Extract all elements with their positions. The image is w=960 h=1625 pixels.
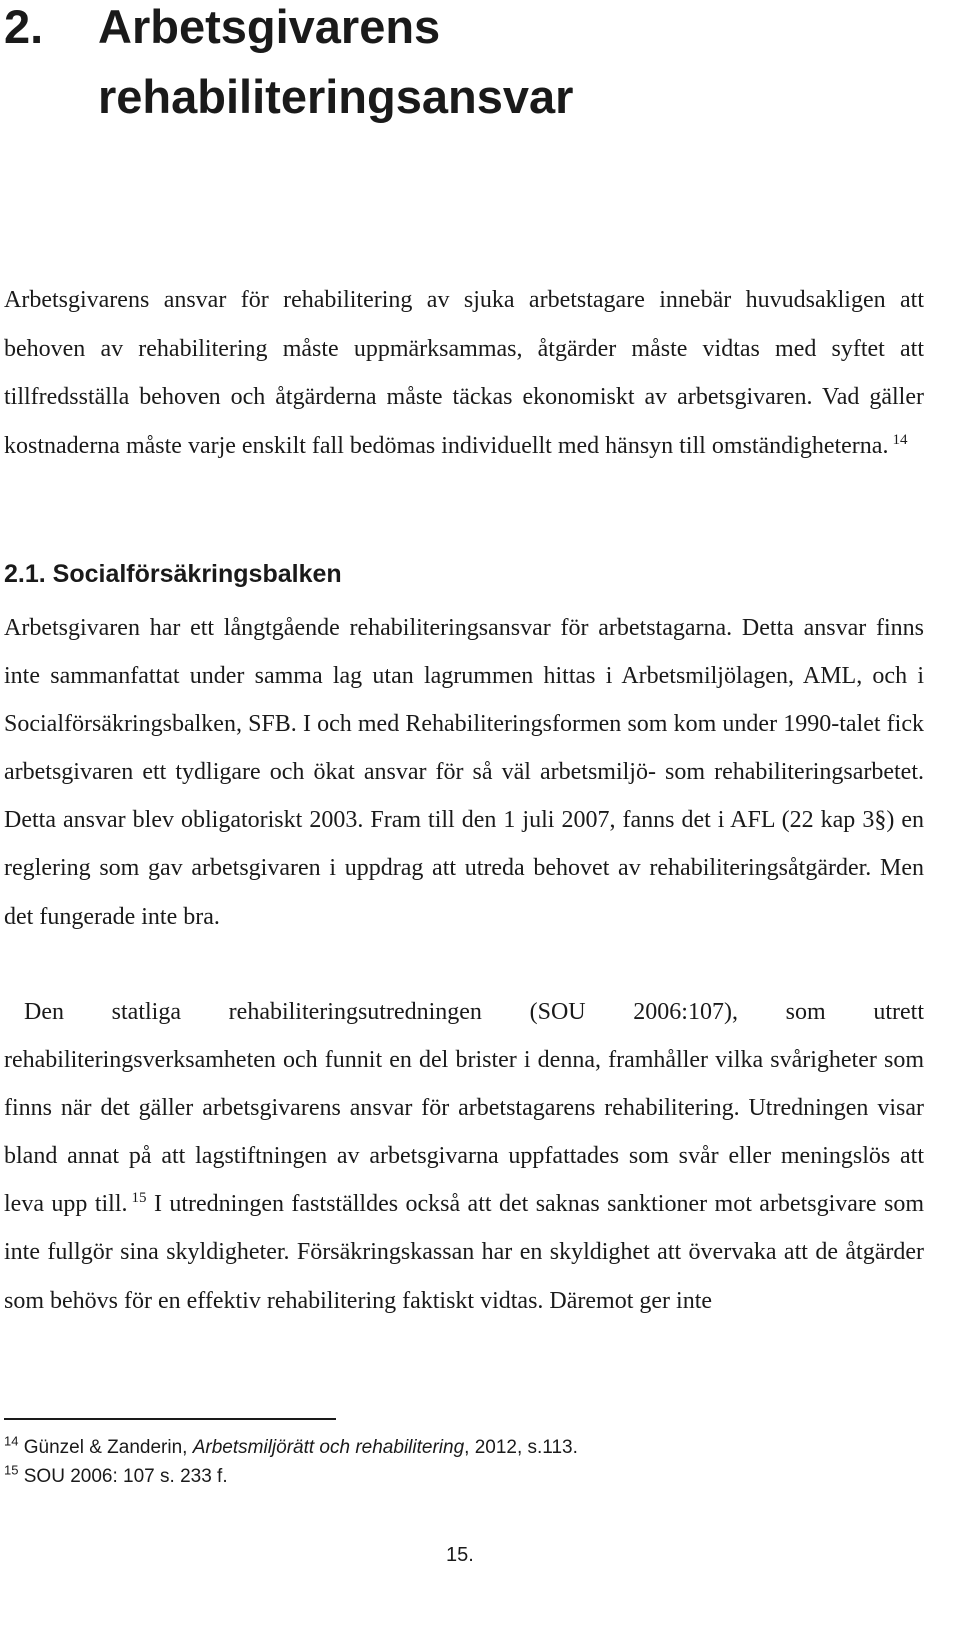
paragraph-2: Arbetsgivaren har ett långtgående rehabiliteringsansvar för arbetstagarna. Detta ansvar finns inte sammanfattat under samma lag utan lagrummen hittas i Arbetsmiljölagen, AML, och i Socialförsäkringsbalken, SFB. I och med Rehabiliteringsformen som kom under 1990-talet fick arbetsgivaren ett tydligare och ökat ansvar för så väl arbetsmiljö- som rehabiliteringsarbetet. Detta ansvar blev obligatoriskt 2003. Fram till den 1 juli 2007, fanns det i AFL (22 kap 3§) en reglering som gav arbetsgivaren i uppdrag att utreda behovet av rehabiliteringsåtgärder. Men det fungerade inte bra. [4, 615, 924, 930]
footnote-14 [4, 1433, 904, 1462]
footnotes [4, 1433, 904, 1491]
footnote-separator [4, 1418, 336, 1420]
paragraph-1 [4, 276, 924, 470]
page-number: 15. [446, 1544, 474, 1566]
chapter-title-line-1: Arbetsgivarens [98, 0, 441, 53]
paragraph-3-text-before: Den statliga rehabiliteringsutredningen (SOU 2006:107), som utrett rehabiliteringsverksamheten och funnit en del brister i denna, framhåller vilka svårigheter som finns när det gäller arbetsgivarens ansvar för arbetstagarens rehabilitering. Utredningen visar bland annat på att lagstiftningen av arbetsgivarna uppfattades som svår eller meningslös att leva upp till. [4, 999, 924, 1218]
section-heading: 2.1. Socialförsäkringsbalken [4, 560, 342, 588]
chapter-title [4, 0, 573, 132]
footnote-15 [4, 1462, 904, 1491]
footnote-number: 15 [4, 1462, 19, 1478]
chapter-number: 2. [4, 0, 44, 53]
paragraph-3 [4, 988, 924, 1325]
footnote-text: Günzel & Zanderin, [23, 1437, 193, 1458]
chapter-title-line-2: rehabiliteringsansvar [98, 70, 574, 123]
footnote-number: 14 [4, 1433, 19, 1449]
footnote-book-title: Arbetsmiljörätt och rehabilitering [192, 1437, 465, 1458]
footnote-text-end: , 2012, s.113. [464, 1437, 578, 1458]
paragraph-3-text-after: I utredningen fastställdes också att det saknas sanktioner mot arbetsgivare som inte fullgör sina skyldigheter. Försäkringskassan har en skyldighet att övervaka att de åtgärder som behövs för en effektiv rehabilitering faktiskt vidtas. Däremot ger inte [4, 1191, 924, 1314]
paragraph-1-text: Arbetsgivarens ansvar för rehabilitering av sjuka arbetstagare innebär huvudsakligen att behoven av rehabilitering måste uppmärksammas, åtgärder måste vidtas med syftet att tillfredsställa behoven och åtgärderna måste täckas ekonomiskt av arbetsgivaren. Vad gäller kostnaderna måste varje enskilt fall bedömas individuellt med hänsyn till omständigheterna. [4, 287, 924, 459]
footnote-ref-15[interactable]: 15 [131, 1190, 147, 1207]
footnote-ref-14[interactable]: 14 [892, 431, 908, 448]
footnote-text: SOU 2006: 107 s. 233 f. [23, 1466, 228, 1487]
